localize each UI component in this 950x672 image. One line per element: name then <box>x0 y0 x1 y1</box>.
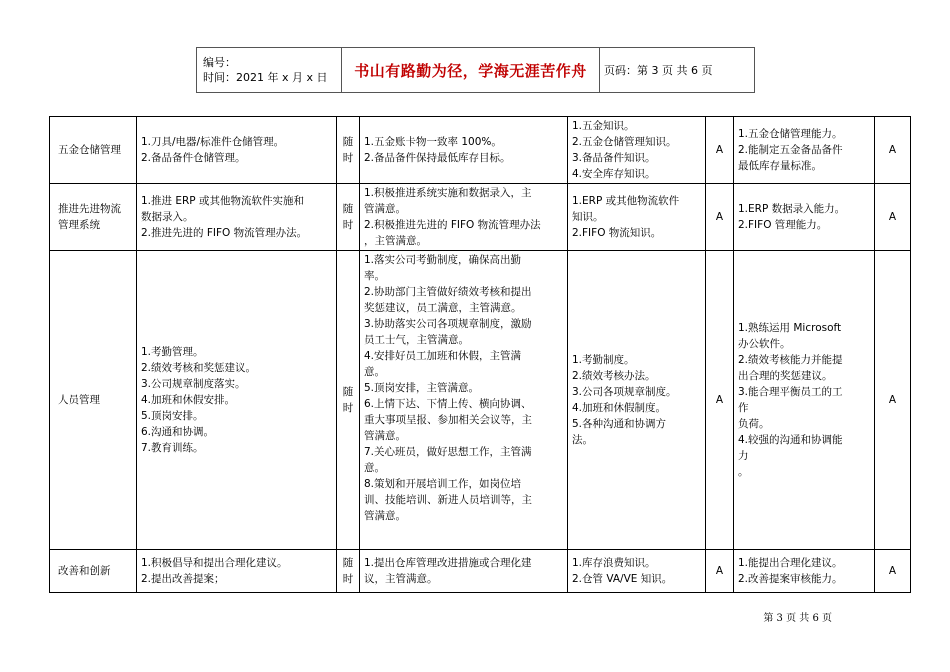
knowledge-cell-line: 5.各种沟通和协调方 <box>572 418 667 430</box>
category-cell-line: 推进先进物流 <box>58 203 121 215</box>
skills-cell-line: 1.ERP 数据录入能力。 <box>738 203 846 215</box>
knowledge-cell-line: 2.绩效考核办法。 <box>572 370 656 382</box>
skills-cell-line: 4.较强的沟通和协调能 <box>738 434 843 446</box>
knowledge-cell <box>568 117 706 184</box>
motto: 书山有路勤为径，学海无涯苦作舟 <box>342 48 600 93</box>
standards-cell-line: 1.落实公司考勤制度，确保高出勤 <box>364 254 522 266</box>
skills-cell-line: 2.能制定五金备品备件 <box>738 144 843 156</box>
frequency-cell-line: 随 <box>342 203 354 215</box>
standards-cell-line: 员工士气，主管满意。 <box>364 334 469 346</box>
knowledge-cell <box>568 184 706 251</box>
skills-cell-line: 2.改善提案审核能力。 <box>738 573 843 585</box>
standards-cell-line: 2.备品备件保持最低库存目标。 <box>364 152 511 164</box>
standards-cell-line: 率。 <box>364 270 385 282</box>
frequency-cell-line: 时 <box>342 402 354 414</box>
standards-cell-line: 6.上情下达、下情上传、横向协调、 <box>364 398 532 410</box>
knowledge-cell-line: 2.FIFO 物流知识。 <box>572 227 662 239</box>
duties-cell <box>137 550 337 593</box>
knowledge-cell-line: 知识。 <box>572 211 604 223</box>
document-header <box>196 47 755 93</box>
knowledge-cell-line: 4.安全库存知识。 <box>572 168 656 180</box>
duties-cell-line: 3.公司规章制度落实。 <box>141 378 246 390</box>
frequency-cell-line: 时 <box>342 152 354 164</box>
knowledge-cell-line: 2.仓管 VA/VE 知识。 <box>572 573 673 585</box>
standards-cell-line: 管满意。 <box>364 203 406 215</box>
duties-cell-line: 1.推进 ERP 或其他物流软件实施和 <box>141 195 304 207</box>
duties-cell-line: 1.积极倡导和提出合理化建议。 <box>141 557 288 569</box>
standards-cell-line: ，主管满意。 <box>364 235 427 247</box>
skills-grade-cell: A <box>875 550 911 593</box>
frequency-cell-line: 随 <box>342 136 354 148</box>
page-label: 页码：第 3 页 共 6 页 <box>600 48 755 93</box>
duties-cell <box>137 184 337 251</box>
page-footer: 第 3 页 共 6 页 <box>763 613 832 624</box>
standards-cell-line: 管满意。 <box>364 510 406 522</box>
skills-cell-line: 力 <box>738 450 749 462</box>
standards-cell-line: 管满意。 <box>364 430 406 442</box>
category-cell: 人员管理 <box>50 251 137 550</box>
knowledge-cell-line: 3.备品备件知识。 <box>572 152 656 164</box>
time-label: 时间：2021 年 x 月 x 日 <box>203 71 328 84</box>
standards-cell-line: 7.关心班员，做好思想工作，主管满 <box>364 446 532 458</box>
knowledge-cell-line: 4.加班和休假制度。 <box>572 402 667 414</box>
skills-cell-line: 办公软件。 <box>738 338 791 350</box>
knowledge-grade-cell: A <box>706 251 734 550</box>
code-label: 编号： <box>203 56 236 69</box>
duties-cell-line: 2.提出改善提案； <box>141 573 225 585</box>
duties-cell-line: 2.推进先进的 FIFO 物流管理办法。 <box>141 227 308 239</box>
knowledge-cell <box>568 251 706 550</box>
standards-cell-line: 1.提出仓库管理改进措施或合理化建 <box>364 557 532 569</box>
standards-cell <box>360 184 568 251</box>
standards-cell-line: 意。 <box>364 366 385 378</box>
frequency-cell <box>337 184 360 251</box>
skills-cell <box>734 550 875 593</box>
standards-cell-line: 2.积极推进先进的 FIFO 物流管理办法 <box>364 219 541 231</box>
skills-cell-line: 2.绩效考核能力并能提 <box>738 354 843 366</box>
frequency-cell <box>337 550 360 593</box>
duties-cell-line: 7.教育训练。 <box>141 442 204 454</box>
skills-cell-line: 1.能提出合理化建议。 <box>738 557 843 569</box>
category-cell: 改善和创新 <box>50 550 137 593</box>
duties-cell <box>137 117 337 184</box>
skills-cell-line: 最低库存量标准。 <box>738 160 822 172</box>
knowledge-grade-cell: A <box>706 550 734 593</box>
standards-cell-line: 4.安排好员工加班和休假，主管满 <box>364 350 522 362</box>
skills-cell-line: 1.五金仓储管理能力。 <box>738 128 843 140</box>
knowledge-grade-cell: A <box>706 117 734 184</box>
standards-cell-line: 议，主管满意。 <box>364 573 438 585</box>
standards-cell-line: 意。 <box>364 462 385 474</box>
skills-cell-line: 1.熟练运用 Microsoft <box>738 322 842 334</box>
standards-cell <box>360 251 568 550</box>
skills-grade-cell: A <box>875 184 911 251</box>
header-meta <box>197 48 342 93</box>
category-cell-line: 管理系统 <box>58 219 100 231</box>
standards-cell-line: 5.顶岗安排，主管满意。 <box>364 382 480 394</box>
standards-cell-line: 重大事项呈报、参加相关会议等，主 <box>364 414 532 426</box>
duty-table <box>49 116 911 593</box>
knowledge-cell-line: 法。 <box>572 434 593 446</box>
frequency-cell-line: 随 <box>342 386 354 398</box>
knowledge-cell-line: 1.考勤制度。 <box>572 354 635 366</box>
standards-cell <box>360 117 568 184</box>
skills-cell-line: 负荷。 <box>738 418 770 430</box>
knowledge-cell-line: 2.五金仓储管理知识。 <box>572 136 677 148</box>
skills-cell <box>734 184 875 251</box>
skills-cell-line: 。 <box>738 466 749 478</box>
knowledge-cell-line: 1.库存浪费知识。 <box>572 557 656 569</box>
knowledge-cell-line: 1.五金知识。 <box>572 120 635 132</box>
duties-cell-line: 6.沟通和协调。 <box>141 426 215 438</box>
knowledge-cell-line: 3.公司各项规章制度。 <box>572 386 677 398</box>
knowledge-cell <box>568 550 706 593</box>
duties-cell-line: 1.考勤管理。 <box>141 346 204 358</box>
frequency-cell <box>337 251 360 550</box>
standards-cell <box>360 550 568 593</box>
frequency-cell-line: 时 <box>342 573 354 585</box>
standards-cell-line: 训、技能培训、新进人员培训等，主 <box>364 494 532 506</box>
table-row <box>50 251 911 550</box>
skills-cell-line: 3.能合理平衡员工的工 <box>738 386 843 398</box>
duties-cell-line: 4.加班和休假安排。 <box>141 394 236 406</box>
frequency-cell <box>337 117 360 184</box>
knowledge-grade-cell: A <box>706 184 734 251</box>
skills-cell-line: 出合理的奖惩建议。 <box>738 370 833 382</box>
standards-cell-line: 1.积极推进系统实施和数据录入，主 <box>364 187 532 199</box>
standards-cell-line: 3.协助落实公司各项规章制度，激励 <box>364 318 532 330</box>
frequency-cell-line: 时 <box>342 219 354 231</box>
skills-grade-cell: A <box>875 251 911 550</box>
frequency-cell-line: 随 <box>342 557 354 569</box>
duties-cell-line: 1.刀具/电器/标准件仓储管理。 <box>141 136 285 148</box>
skills-grade-cell: A <box>875 117 911 184</box>
standards-cell-line: 1.五金账卡物一致率 100%。 <box>364 136 502 148</box>
skills-cell <box>734 117 875 184</box>
duties-cell-line: 数据录入。 <box>141 211 194 223</box>
skills-cell-line: 作 <box>738 402 749 414</box>
knowledge-cell-line: 1.ERP 或其他物流软件 <box>572 195 680 207</box>
category-cell: 五金仓储管理 <box>50 117 137 184</box>
table-row <box>50 550 911 593</box>
standards-cell-line: 2.协助部门主管做好绩效考核和提出 <box>364 286 532 298</box>
duties-cell-line: 2.备品备件仓储管理。 <box>141 152 246 164</box>
skills-cell <box>734 251 875 550</box>
duties-cell <box>137 251 337 550</box>
skills-cell-line: 2.FIFO 管理能力。 <box>738 219 828 231</box>
duties-cell-line: 5.顶岗安排。 <box>141 410 204 422</box>
standards-cell-line: 8.策划和开展培训工作，如岗位培 <box>364 478 522 490</box>
category-cell <box>50 184 137 251</box>
table-row <box>50 184 911 251</box>
table-row <box>50 117 911 184</box>
standards-cell-line: 奖惩建议，员工满意，主管满意。 <box>364 302 522 314</box>
duties-cell-line: 2.绩效考核和奖惩建议。 <box>141 362 257 374</box>
